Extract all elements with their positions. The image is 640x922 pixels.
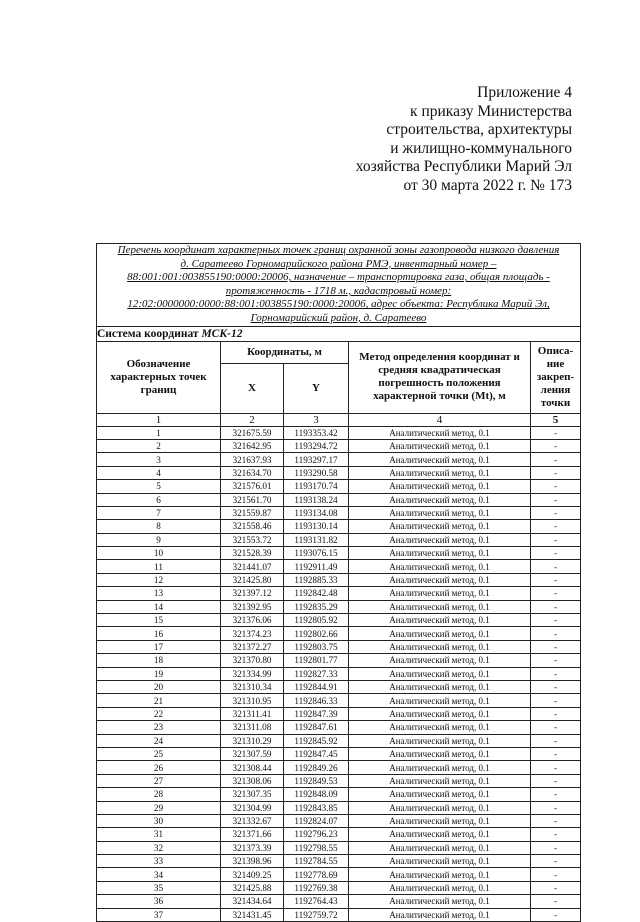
method-cell: Аналитический метод, 0.1: [349, 828, 531, 841]
table-body: [97, 426, 581, 921]
table-row: [97, 627, 581, 640]
description-cell: -: [531, 667, 581, 680]
coord-x: 321675.59: [221, 426, 284, 439]
coordinates-table: [96, 243, 581, 922]
description-cell: -: [531, 841, 581, 854]
coord-y: 1192843.85: [284, 801, 349, 814]
coord-x: 321311.41: [221, 707, 284, 720]
table-row: [97, 426, 581, 439]
point-number: 8: [97, 520, 221, 533]
table-row: [97, 707, 581, 720]
table-title: [97, 244, 581, 327]
method-cell: Аналитический метод, 0.1: [349, 881, 531, 894]
coord-y: 1192801.77: [284, 654, 349, 667]
coord-x: 321371.66: [221, 828, 284, 841]
table-row: [97, 855, 581, 868]
table-row: [97, 600, 581, 613]
point-number: 31: [97, 828, 221, 841]
description-cell: -: [531, 828, 581, 841]
table-row: [97, 881, 581, 894]
coord-x: 321576.01: [221, 480, 284, 493]
table-row: [97, 640, 581, 653]
header-y: Y: [284, 363, 349, 413]
table-row: [97, 895, 581, 908]
table-row: [97, 667, 581, 680]
coord-x: 321307.59: [221, 747, 284, 760]
method-cell: Аналитический метод, 0.1: [349, 493, 531, 506]
table-row: [97, 788, 581, 801]
method-cell: Аналитический метод, 0.1: [349, 480, 531, 493]
method-cell: Аналитический метод, 0.1: [349, 694, 531, 707]
coord-x: 321308.06: [221, 774, 284, 787]
coord-y: 1192784.55: [284, 855, 349, 868]
table-row: [97, 908, 581, 921]
coordinate-system: [97, 326, 581, 341]
description-cell: -: [531, 560, 581, 573]
coord-y: 1192827.33: [284, 667, 349, 680]
coord-y: 1192803.75: [284, 640, 349, 653]
coord-x: 321374.23: [221, 627, 284, 640]
point-number: 18: [97, 654, 221, 667]
title-line: протяженность - 1718 м., кадастровый номер:: [225, 284, 452, 297]
column-number: 4: [349, 413, 531, 426]
coord-x: 321441.07: [221, 560, 284, 573]
table-row: [97, 814, 581, 827]
appendix-line: от 30 марта 2022 г. № 173: [403, 176, 572, 194]
description-cell: -: [531, 627, 581, 640]
coord-y: 1192844.91: [284, 680, 349, 693]
point-number: 2: [97, 439, 221, 452]
coord-x: 321425.88: [221, 881, 284, 894]
method-cell: Аналитический метод, 0.1: [349, 747, 531, 760]
point-number: 35: [97, 881, 221, 894]
description-cell: -: [531, 466, 581, 479]
description-cell: -: [531, 680, 581, 693]
coord-x: 321634.70: [221, 466, 284, 479]
coord-y: 1192845.92: [284, 734, 349, 747]
method-cell: Аналитический метод, 0.1: [349, 868, 531, 881]
appendix-line: Приложение 4: [477, 84, 572, 101]
description-cell: -: [531, 814, 581, 827]
description-cell: -: [531, 426, 581, 439]
description-cell: -: [531, 573, 581, 586]
table-row: [97, 480, 581, 493]
coord-x: 321637.93: [221, 453, 284, 466]
table-row: [97, 747, 581, 760]
method-cell: Аналитический метод, 0.1: [349, 533, 531, 546]
coord-x: 321304.99: [221, 801, 284, 814]
method-cell: Аналитический метод, 0.1: [349, 761, 531, 774]
coord-x: 321397.12: [221, 587, 284, 600]
table-row: [97, 466, 581, 479]
description-cell: -: [531, 707, 581, 720]
method-cell: Аналитический метод, 0.1: [349, 707, 531, 720]
coord-x: 321553.72: [221, 533, 284, 546]
coord-x: 321310.29: [221, 734, 284, 747]
coord-x: 321409.25: [221, 868, 284, 881]
appendix-line: и жилищно-коммунального: [390, 139, 572, 157]
point-number: 14: [97, 600, 221, 613]
description-cell: -: [531, 694, 581, 707]
coord-y: 1192847.61: [284, 721, 349, 734]
description-cell: -: [531, 453, 581, 466]
method-cell: Аналитический метод, 0.1: [349, 855, 531, 868]
title-line: 12:02:0000000:0000:88:001:003855190:0000:20006, адрес объекта: Республика Марий Эл,: [127, 298, 550, 311]
table-row: [97, 774, 581, 787]
coord-x: 321434.64: [221, 895, 284, 908]
table-row: [97, 868, 581, 881]
appendix-header: [312, 84, 572, 196]
coord-y: 1192796.23: [284, 828, 349, 841]
coord-y: 1193076.15: [284, 547, 349, 560]
description-cell: -: [531, 520, 581, 533]
coord-y: 1193138.24: [284, 493, 349, 506]
column-numbers-row: [97, 413, 581, 426]
coord-x: 321392.95: [221, 600, 284, 613]
description-cell: -: [531, 895, 581, 908]
header-x: X: [221, 363, 284, 413]
point-number: 9: [97, 533, 221, 546]
method-cell: Аналитический метод, 0.1: [349, 721, 531, 734]
coord-x: 321310.34: [221, 680, 284, 693]
coord-y: 1193130.14: [284, 520, 349, 533]
method-cell: Аналитический метод, 0.1: [349, 640, 531, 653]
point-number: 7: [97, 506, 221, 519]
point-number: 15: [97, 614, 221, 627]
coord-y: 1192805.92: [284, 614, 349, 627]
column-number: 2: [221, 413, 284, 426]
method-cell: Аналитический метод, 0.1: [349, 654, 531, 667]
method-cell: Аналитический метод, 0.1: [349, 841, 531, 854]
coord-y: 1193290.58: [284, 466, 349, 479]
point-number: 33: [97, 855, 221, 868]
coord-x: 321311.08: [221, 721, 284, 734]
point-number: 17: [97, 640, 221, 653]
table-row: [97, 533, 581, 546]
coord-x: 321558.46: [221, 520, 284, 533]
column-number: 3: [284, 413, 349, 426]
method-cell: Аналитический метод, 0.1: [349, 814, 531, 827]
method-cell: Аналитический метод, 0.1: [349, 788, 531, 801]
description-cell: -: [531, 855, 581, 868]
method-cell: Аналитический метод, 0.1: [349, 466, 531, 479]
method-cell: Аналитический метод, 0.1: [349, 895, 531, 908]
appendix-line: к приказу Министерства: [410, 102, 572, 120]
point-number: 11: [97, 560, 221, 573]
point-number: 16: [97, 627, 221, 640]
point-number: 21: [97, 694, 221, 707]
description-cell: -: [531, 868, 581, 881]
table-row: [97, 828, 581, 841]
description-cell: -: [531, 788, 581, 801]
description-cell: -: [531, 506, 581, 519]
point-number: 19: [97, 667, 221, 680]
coord-y: 1192848.09: [284, 788, 349, 801]
coord-y: 1192842.48: [284, 587, 349, 600]
table-row: [97, 761, 581, 774]
description-cell: -: [531, 493, 581, 506]
point-number: 23: [97, 721, 221, 734]
method-cell: Аналитический метод, 0.1: [349, 573, 531, 586]
method-cell: Аналитический метод, 0.1: [349, 520, 531, 533]
table-row: [97, 680, 581, 693]
coord-y: 1192849.53: [284, 774, 349, 787]
description-cell: -: [531, 439, 581, 452]
coord-y: 1192911.49: [284, 560, 349, 573]
table-row: [97, 587, 581, 600]
coord-x: 321332.67: [221, 814, 284, 827]
description-cell: -: [531, 654, 581, 667]
coord-x: 321561.70: [221, 493, 284, 506]
title-line: д. Саратеево Горномарийского района РМЭ, инвентарный номер –: [180, 257, 497, 270]
point-number: 1: [97, 426, 221, 439]
coord-x: 321376.06: [221, 614, 284, 627]
header-designation: Обозначение характерных точек границ: [97, 341, 221, 413]
appendix-line: хозяйства Республики Марий Эл: [355, 158, 572, 176]
description-cell: -: [531, 761, 581, 774]
method-cell: Аналитический метод, 0.1: [349, 680, 531, 693]
table-row: [97, 506, 581, 519]
table-row: [97, 734, 581, 747]
description-cell: -: [531, 614, 581, 627]
table-row: [97, 654, 581, 667]
coord-x: 321373.39: [221, 841, 284, 854]
method-cell: Аналитический метод, 0.1: [349, 627, 531, 640]
point-number: 22: [97, 707, 221, 720]
description-cell: -: [531, 533, 581, 546]
coord-y: 1192885.33: [284, 573, 349, 586]
description-cell: -: [531, 801, 581, 814]
point-number: 25: [97, 747, 221, 760]
method-cell: Аналитический метод, 0.1: [349, 614, 531, 627]
method-cell: Аналитический метод, 0.1: [349, 908, 531, 921]
table-row: [97, 453, 581, 466]
header-coordinates: Координаты, м: [221, 341, 349, 363]
coord-y: 1192759.72: [284, 908, 349, 921]
coord-x: 321310.95: [221, 694, 284, 707]
description-cell: -: [531, 600, 581, 613]
point-number: 28: [97, 788, 221, 801]
method-cell: Аналитический метод, 0.1: [349, 801, 531, 814]
method-cell: Аналитический метод, 0.1: [349, 547, 531, 560]
coord-x: 321334.99: [221, 667, 284, 680]
table-row: [97, 493, 581, 506]
table-row: [97, 721, 581, 734]
table-row: [97, 694, 581, 707]
title-line: Горномарийский район, д. Саратеево: [250, 311, 427, 324]
point-number: 34: [97, 868, 221, 881]
method-cell: Аналитический метод, 0.1: [349, 774, 531, 787]
table-row: [97, 547, 581, 560]
point-number: 10: [97, 547, 221, 560]
coord-y: 1192802.66: [284, 627, 349, 640]
coord-x: 321307.35: [221, 788, 284, 801]
coord-y: 1193131.82: [284, 533, 349, 546]
coord-y: 1193134.08: [284, 506, 349, 519]
coord-y: 1193297.17: [284, 453, 349, 466]
point-number: 36: [97, 895, 221, 908]
point-number: 20: [97, 680, 221, 693]
column-number: 1: [97, 413, 221, 426]
point-number: 30: [97, 814, 221, 827]
coord-x: 321398.96: [221, 855, 284, 868]
method-cell: Аналитический метод, 0.1: [349, 667, 531, 680]
point-number: 5: [97, 480, 221, 493]
point-number: 12: [97, 573, 221, 586]
coord-x: 321528.39: [221, 547, 284, 560]
coord-x: 321559.87: [221, 506, 284, 519]
system-label: Система координат: [97, 327, 199, 340]
table-row: [97, 801, 581, 814]
coord-y: 1192798.55: [284, 841, 349, 854]
coord-y: 1192849.26: [284, 761, 349, 774]
table-row: [97, 841, 581, 854]
description-cell: -: [531, 547, 581, 560]
column-number: 5: [531, 413, 581, 426]
coord-y: 1193294.72: [284, 439, 349, 452]
point-number: 32: [97, 841, 221, 854]
description-cell: -: [531, 908, 581, 921]
description-cell: -: [531, 774, 581, 787]
coord-x: 321425.80: [221, 573, 284, 586]
table-row: [97, 520, 581, 533]
title-line: 88:001:001:003855190:0000:20006, назначение – транспортировка газа, общая площадь -: [127, 271, 550, 284]
header-method: Метод определения координат и средняя квадратическая погрешность положения характерной точки (Mt), м: [349, 341, 531, 413]
table-row: [97, 573, 581, 586]
description-cell: -: [531, 480, 581, 493]
table-row: [97, 560, 581, 573]
title-line: Перечень координат характерных точек границ охранной зоны газопровода низкого давления: [117, 244, 560, 256]
coord-y: 1192778.69: [284, 868, 349, 881]
coord-x: 321431.45: [221, 908, 284, 921]
coord-y: 1192847.45: [284, 747, 349, 760]
coord-x: 321642.95: [221, 439, 284, 452]
description-cell: -: [531, 721, 581, 734]
point-number: 27: [97, 774, 221, 787]
table-row: [97, 439, 581, 452]
coord-y: 1192824.07: [284, 814, 349, 827]
coord-y: 1193170.74: [284, 480, 349, 493]
point-number: 6: [97, 493, 221, 506]
method-cell: Аналитический метод, 0.1: [349, 439, 531, 452]
description-cell: -: [531, 587, 581, 600]
coord-y: 1192769.38: [284, 881, 349, 894]
point-number: 29: [97, 801, 221, 814]
method-cell: Аналитический метод, 0.1: [349, 587, 531, 600]
coord-y: 1193353.42: [284, 426, 349, 439]
point-number: 37: [97, 908, 221, 921]
point-number: 26: [97, 761, 221, 774]
coord-y: 1192764.43: [284, 895, 349, 908]
table-row: [97, 614, 581, 627]
method-cell: Аналитический метод, 0.1: [349, 453, 531, 466]
coord-y: 1192847.39: [284, 707, 349, 720]
method-cell: Аналитический метод, 0.1: [349, 426, 531, 439]
header-description: Описа-ние закреп-ления точки: [531, 341, 581, 413]
point-number: 4: [97, 466, 221, 479]
method-cell: Аналитический метод, 0.1: [349, 506, 531, 519]
method-cell: Аналитический метод, 0.1: [349, 600, 531, 613]
description-cell: -: [531, 747, 581, 760]
coord-y: 1192846.33: [284, 694, 349, 707]
description-cell: -: [531, 640, 581, 653]
point-number: 13: [97, 587, 221, 600]
appendix-line: строительства, архитектуры: [386, 121, 572, 139]
coord-x: 321372.27: [221, 640, 284, 653]
coord-x: 321308.44: [221, 761, 284, 774]
coord-y: 1192835.29: [284, 600, 349, 613]
point-number: 24: [97, 734, 221, 747]
system-name: МСК-12: [201, 327, 243, 340]
point-number: 3: [97, 453, 221, 466]
method-cell: Аналитический метод, 0.1: [349, 560, 531, 573]
description-cell: -: [531, 734, 581, 747]
method-cell: Аналитический метод, 0.1: [349, 734, 531, 747]
description-cell: -: [531, 881, 581, 894]
coord-x: 321370.80: [221, 654, 284, 667]
